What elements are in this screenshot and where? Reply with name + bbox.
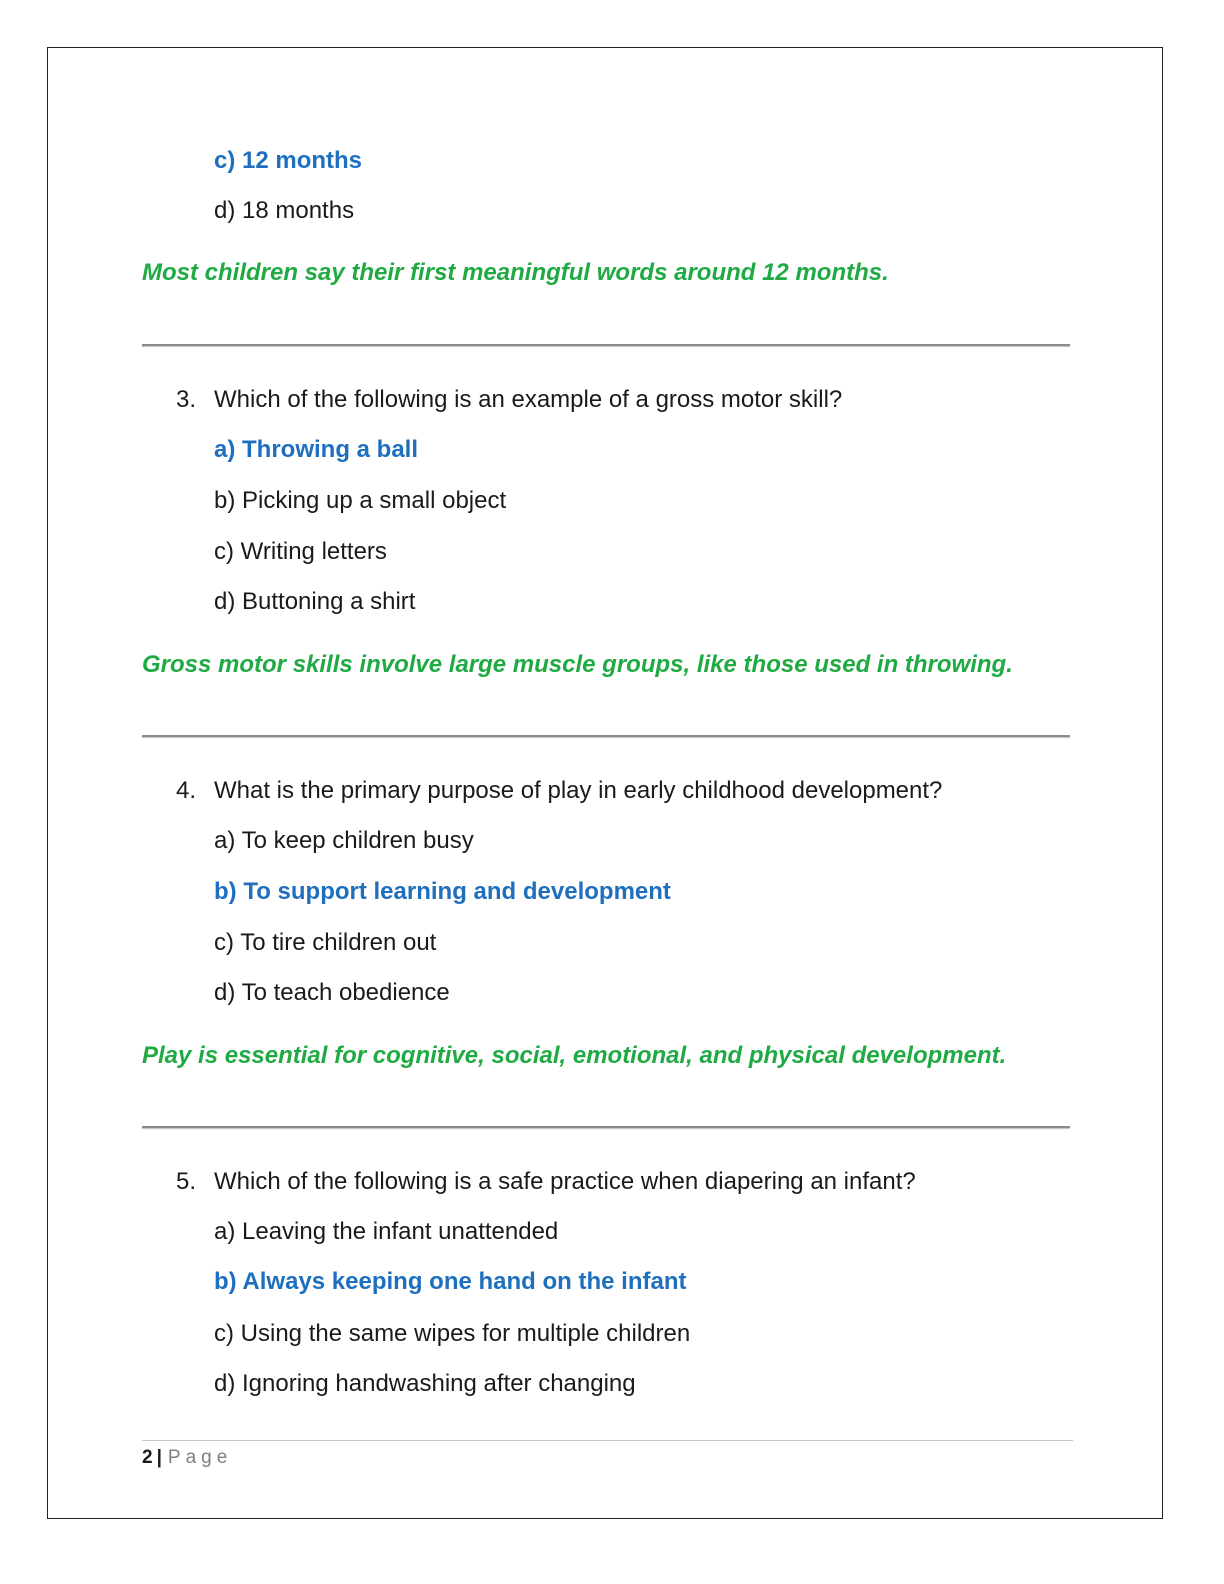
answer-option-correct: a) Throwing a ball [214,436,419,463]
page-number: 2 [142,1447,153,1468]
question-text: Which of the following is an example of a gross motor skill? [214,386,843,413]
page-footer [142,1446,232,1470]
answer-option: c) Using the same wipes for multiple children [214,1320,691,1347]
answer-option-correct: c) 12 months [214,147,363,174]
answer-option: d) Ignoring handwashing after changing [214,1370,636,1397]
answer-explanation: Most children say their first meaningful words around 12 months. [142,259,889,286]
question-number: 5. [176,1168,197,1195]
answer-option: b) Picking up a small object [214,487,507,514]
section-divider [142,344,1070,346]
question-number: 3. [176,386,197,413]
answer-option-correct: b) To support learning and development [214,878,671,905]
answer-option: d) To teach obedience [214,979,450,1006]
footer-separator: | [156,1447,162,1468]
answer-option: a) Leaving the infant unattended [214,1218,559,1245]
answer-explanation: Gross motor skills involve large muscle groups, like those used in throwing. [142,651,1013,678]
answer-explanation: Play is essential for cognitive, social, emotional, and physical development. [142,1042,1007,1069]
answer-option: d) 18 months [214,197,355,224]
question-text: What is the primary purpose of play in early childhood development? [214,777,943,804]
answer-option: c) To tire children out [214,929,437,956]
answer-option-correct: b) Always keeping one hand on the infant [214,1268,687,1295]
section-divider [142,735,1070,737]
footer-page-label: Page [167,1447,233,1468]
footer-divider [142,1440,1073,1441]
answer-option: d) Buttoning a shirt [214,588,416,615]
question-number: 4. [176,777,197,804]
answer-option: c) Writing letters [214,538,387,565]
answer-option: a) To keep children busy [214,827,474,854]
section-divider [142,1126,1070,1128]
question-text: Which of the following is a safe practice when diapering an infant? [214,1168,916,1195]
